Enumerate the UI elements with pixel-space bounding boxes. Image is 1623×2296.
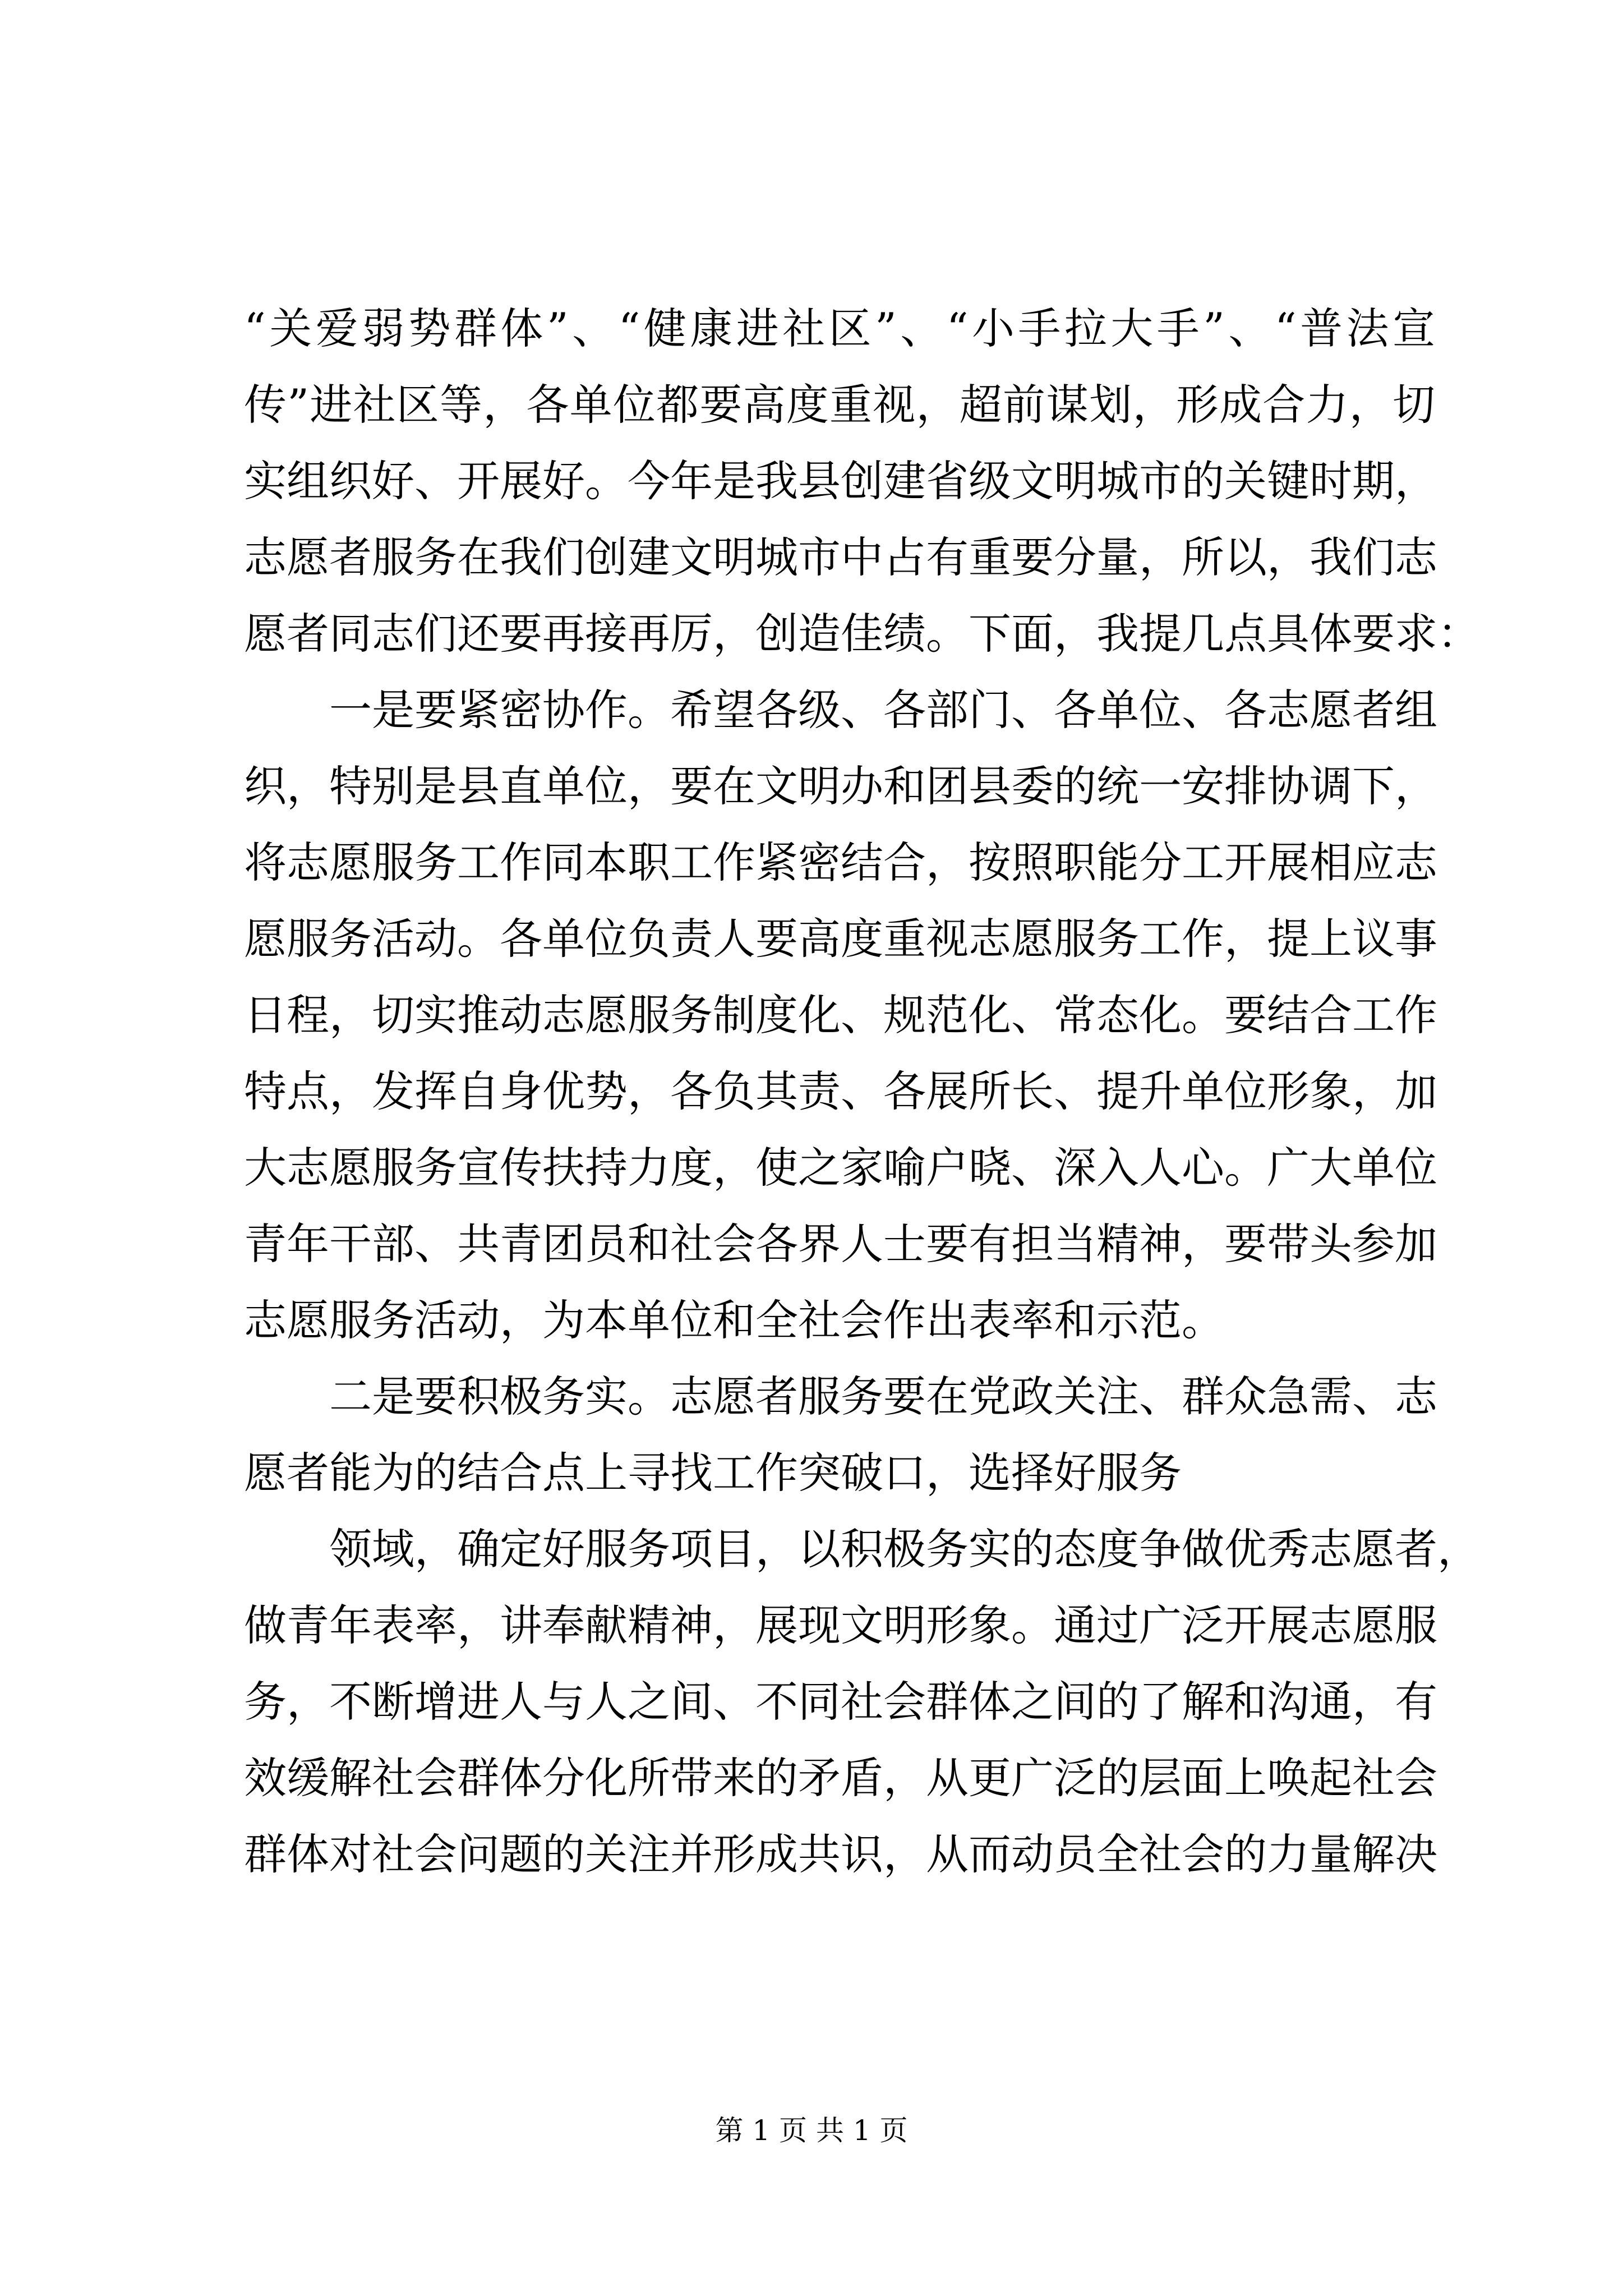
text-line: 效缓解社会群体分化所带来的矛盾，从更广泛的层面上唤起社会 xyxy=(244,1753,1437,1803)
text-line: 大志愿服务宣传扶持力度，使之家喻户晓、深入人心。广大单位 xyxy=(244,1143,1437,1193)
text-line: “关爱弱势群体”、“健康进社区”、“小手拉大手”、“普法宣 xyxy=(244,303,1435,353)
text-line: 传”进社区等，各单位都要高度重视，超前谋划，形成合力，切 xyxy=(244,380,1435,430)
paragraph xyxy=(244,1511,1480,1893)
text-line: 织，特别是县直单位，要在文明办和团县委的统一安排协调下， xyxy=(244,761,1437,811)
paragraph xyxy=(244,1359,1435,1511)
text-line: 实组织好、开展好。今年是我县创建省级文明城市的关键时期， xyxy=(244,456,1437,506)
text-line: 志愿服务活动，为本单位和全社会作出表率和示范。 xyxy=(244,1295,1224,1345)
document-body xyxy=(244,291,1480,1893)
text-line: 二是要积极务实。志愿者服务要在党政关注、群众急需、志 xyxy=(329,1372,1437,1421)
text-line: 务，不断增进人与人之间、不同社会群体之间的了解和沟通，有 xyxy=(244,1677,1437,1727)
page-footer xyxy=(0,2114,1623,2147)
text-line: 做青年表率，讲奉献精神，展现文明形象。通过广泛开展志愿服 xyxy=(244,1600,1437,1650)
text-line: 愿者能为的结合点上寻找工作突破口，选择好服务 xyxy=(244,1448,1182,1498)
text-line: 青年干部、共青团员和社会各界人士要有担当精神，要带头参加 xyxy=(244,1219,1437,1269)
text-line: 愿服务活动。各单位负责人要高度重视志愿服务工作，提上议事 xyxy=(244,914,1437,964)
text-line: 日程，切实推动志愿服务制度化、规范化、常态化。要结合工作 xyxy=(244,990,1437,1040)
page-number-label: 第 1 页 共 1 页 xyxy=(715,2114,908,2147)
text-line: 一是要紧密协作。希望各级、各部门、各单位、各志愿者组 xyxy=(329,685,1437,735)
text-line: 志愿者服务在我们创建文明城市中占有重要分量，所以，我们志 xyxy=(244,532,1437,582)
text-line: 领域，确定好服务项目，以积极务实的态度争做优秀志愿者， xyxy=(329,1524,1480,1574)
text-line: 群体对社会问题的关注并形成共识，从而动员全社会的力量解决 xyxy=(244,1829,1437,1879)
paragraph xyxy=(244,672,1435,1359)
text-line: 愿者同志们还要再接再厉，创造佳绩。下面，我提几点具体要求： xyxy=(244,609,1480,659)
text-line: 将志愿服务工作同本职工作紧密结合，按照职能分工开展相应志 xyxy=(244,838,1437,887)
text-line: 特点，发挥自身优势，各负其责、各展所长、提升单位形象，加 xyxy=(244,1066,1437,1116)
paragraph xyxy=(244,291,1480,672)
